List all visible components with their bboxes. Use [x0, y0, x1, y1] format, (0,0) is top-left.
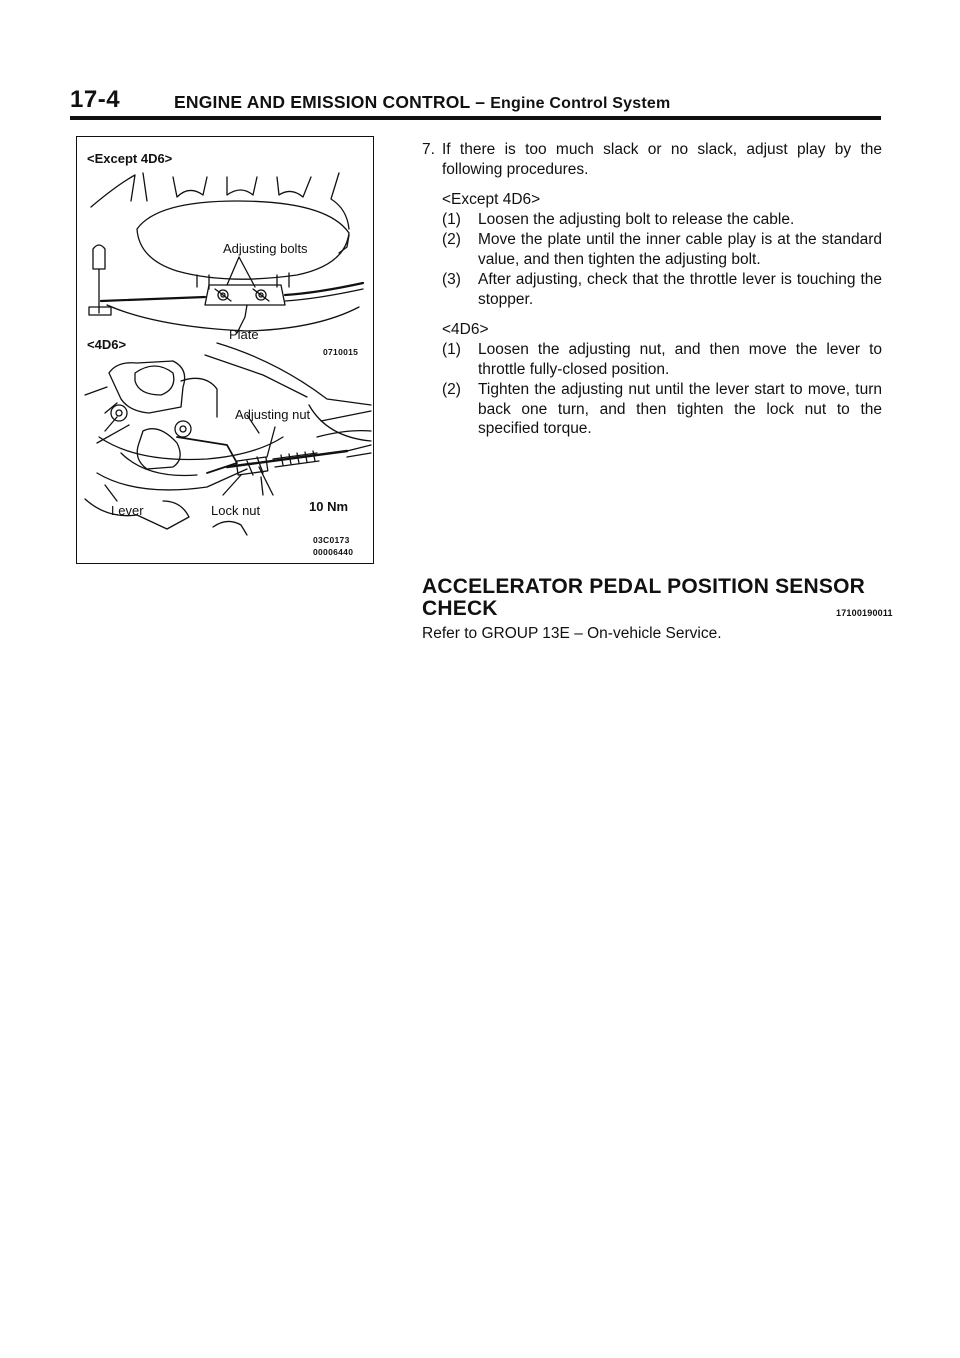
step-number: 7. — [422, 141, 435, 158]
callout-lever: Lever — [111, 503, 144, 518]
throttle-cable-figure — [76, 136, 374, 564]
callout-adjusting-nut: Adjusting nut — [235, 407, 311, 422]
sensor-check-title-line2: CHECK — [422, 597, 498, 620]
figure-label-except-4d6: <Except 4D6> — [87, 151, 173, 166]
title-separator: – — [475, 92, 486, 112]
subsection-name: Engine Control System — [490, 95, 671, 112]
sensor-check-title-line1: ACCELERATOR PEDAL POSITION SENSOR — [422, 575, 865, 598]
sensor-check-code: 17100190011 — [836, 608, 893, 618]
figure-code-top: 0710015 — [323, 347, 359, 357]
figure-label-4d6: <4D6> — [87, 337, 127, 352]
callout-plate: Plate — [229, 327, 259, 342]
section-title — [174, 92, 670, 113]
except-4d6-heading: <Except 4D6> — [442, 191, 541, 208]
sensor-check-reference: Refer to GROUP 13E – On-vehicle Service. — [422, 625, 722, 642]
callout-torque: 10 Nm — [309, 499, 349, 514]
callout-lock-nut: Lock nut — [211, 503, 261, 518]
callout-adjusting-bolts: Adjusting bolts — [223, 241, 308, 256]
figure-code-bottom-2: 00006440 — [313, 547, 354, 557]
step-text: If there is too much slack or no slack, adjust play by the following procedures. — [442, 141, 882, 178]
header-rule — [70, 116, 881, 120]
page-number: 17-4 — [70, 86, 121, 113]
page-header — [70, 86, 881, 114]
4d6-heading: <4D6> — [442, 321, 489, 338]
section-name: ENGINE AND EMISSION CONTROL — [174, 92, 471, 112]
figure-code-bottom-1: 03C0173 — [313, 535, 350, 545]
